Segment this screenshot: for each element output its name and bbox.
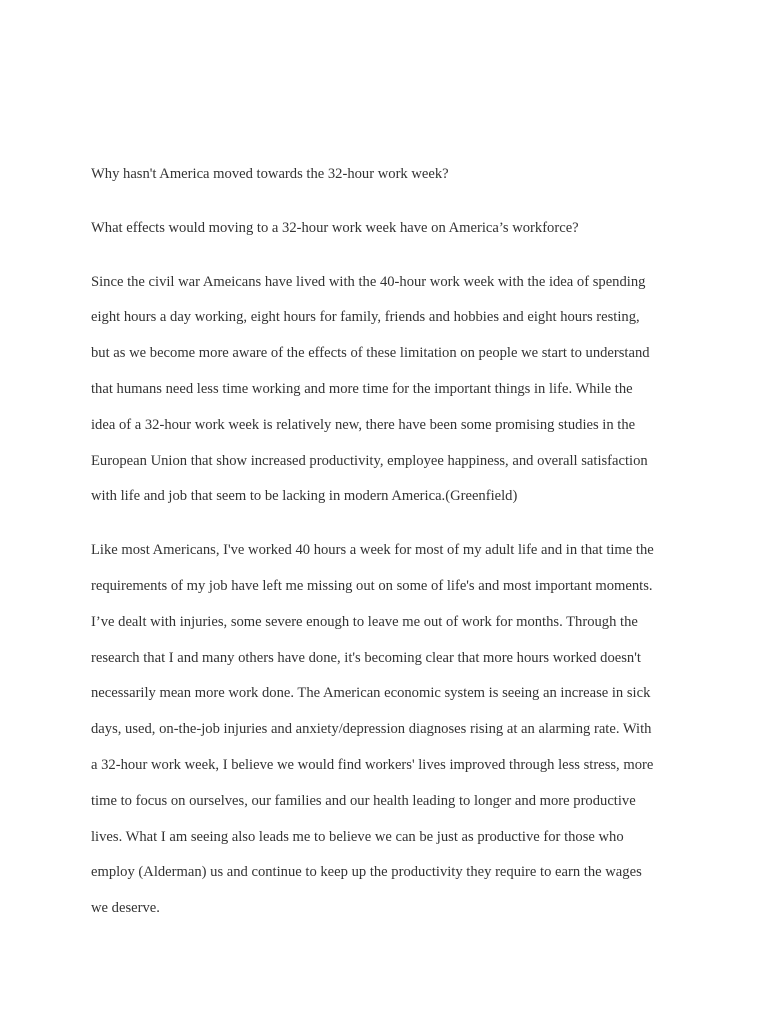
question-two <box>91 215 691 251</box>
text-line: with life and job that seem to be lacking in modern America.(Greenfield) <box>91 488 518 505</box>
text-line: Like most Americans, I've worked 40 hours a week for most of my adult life and in that time the <box>91 542 654 559</box>
text-line: What effects would moving to a 32-hour work week have on America’s workforce? <box>91 219 579 236</box>
text-line: eight hours a day working, eight hours for family, friends and hobbies and eight hours resting, <box>91 309 640 326</box>
paragraph-intro <box>91 269 691 520</box>
text-line: idea of a 32-hour work week is relatively new, there have been some promising studies in the <box>91 416 636 433</box>
text-line: employ (Alderman) us and continue to keep up the productivity they require to earn the wages <box>91 864 642 881</box>
text-line: European Union that show increased productivity, employee happiness, and overall satisfaction <box>91 452 648 469</box>
text-line: research that I and many others have done, it's becoming clear that more hours worked doesn't <box>91 649 641 666</box>
text-line: I’ve dealt with injuries, some severe enough to leave me out of work for months. Through the <box>91 613 638 630</box>
document-body <box>91 161 691 949</box>
text-line: but as we become more aware of the effects of these limitation on people we start to understand <box>91 345 650 362</box>
text-line: necessarily mean more work done. The American economic system is seeing an increase in sick <box>91 685 651 702</box>
text-line: requirements of my job have left me missing out on some of life's and most important moments. <box>91 577 653 594</box>
text-line: a 32-hour work week, I believe we would find workers' lives improved through less stress, more <box>91 756 654 773</box>
text-line: that humans need less time working and more time for the important things in life. While the <box>91 380 633 397</box>
text-line: lives. What I am seeing also leads me to believe we can be just as productive for those who <box>91 828 624 845</box>
text-line: Why hasn't America moved towards the 32-hour work week? <box>91 166 449 182</box>
paragraph-personal <box>91 537 691 931</box>
text-line: days, used, on-the-job injuries and anxiety/depression diagnoses rising at an alarming rate. With <box>91 721 652 738</box>
text-line: Since the civil war Ameicans have lived with the 40-hour work week with the idea of spending <box>91 273 646 290</box>
text-line: time to focus on ourselves, our families and our health leading to longer and more productive <box>91 792 636 809</box>
question-one <box>91 161 691 197</box>
text-line: we deserve. <box>91 900 160 917</box>
